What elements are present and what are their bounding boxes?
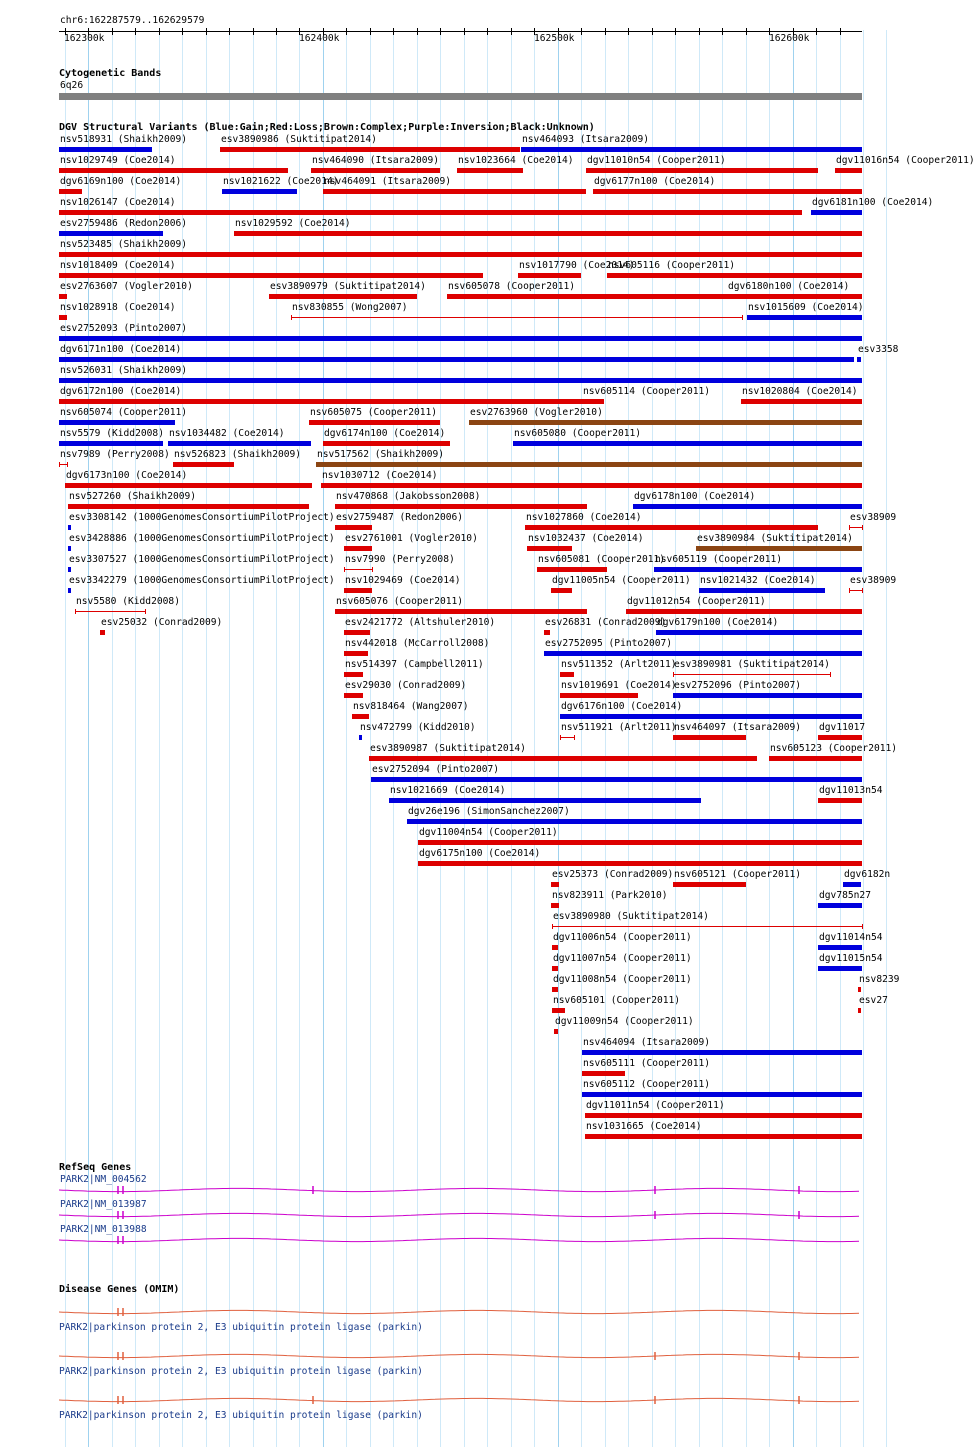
omim-track-title[interactable]: Disease Genes (OMIM) bbox=[59, 1284, 180, 1295]
sv-label[interactable]: esv3307527 (1000GenomesConsortiumPilotProject) bbox=[69, 554, 335, 565]
sv-label[interactable]: dgv6175n100 (Coe2014) bbox=[419, 848, 541, 859]
sv-label[interactable]: nsv605114 (Cooper2011) bbox=[583, 386, 711, 397]
sv-label[interactable]: nsv830855 (Wong2007) bbox=[292, 302, 408, 313]
sv-label[interactable]: dgv11014n54 bbox=[819, 932, 883, 943]
sv-label[interactable]: nsv1017790 (Coe2014) bbox=[519, 260, 635, 271]
sv-label[interactable]: esv29030 (Conrad2009) bbox=[345, 680, 467, 691]
sv-label[interactable]: nsv605121 (Cooper2011) bbox=[674, 869, 802, 880]
sv-label[interactable]: nsv5579 (Kidd2008) bbox=[60, 428, 164, 439]
sv-label[interactable]: nsv1019691 (Coe2014) bbox=[561, 680, 677, 691]
sv-label[interactable]: dgv11009n54 (Cooper2011) bbox=[555, 1016, 694, 1027]
ruler-tick-label: 162300k bbox=[64, 33, 105, 44]
sv-label[interactable]: nsv470868 (Jakobsson2008) bbox=[336, 491, 481, 502]
gene-intron-line bbox=[59, 1354, 859, 1357]
omim-entry-label[interactable]: PARK2|parkinson protein 2, E3 ubiquitin protein ligase (parkin) bbox=[59, 1366, 423, 1377]
sv-label[interactable]: nsv1023664 (Coe2014) bbox=[458, 155, 574, 166]
sv-label[interactable]: nsv1021669 (Coe2014) bbox=[390, 785, 506, 796]
sv-label[interactable]: nsv517562 (Shaikh2009) bbox=[317, 449, 445, 460]
sv-label[interactable]: esv2763960 (Vogler2010) bbox=[470, 407, 603, 418]
sv-label[interactable]: nsv605078 (Cooper2011) bbox=[448, 281, 576, 292]
sv-label[interactable]: dgv6174n100 (Coe2014) bbox=[324, 428, 446, 439]
refseq-transcript-label[interactable]: PARK2|NM_004562 bbox=[60, 1174, 147, 1185]
sv-label[interactable]: dgv11015n54 bbox=[819, 953, 883, 964]
ruler-tick-label: 162600k bbox=[769, 33, 810, 44]
sv-label[interactable]: nsv1030712 (Coe2014) bbox=[322, 470, 438, 481]
sv-label[interactable]: nsv464094 (Itsara2009) bbox=[583, 1037, 711, 1048]
sv-label[interactable]: esv2752095 (Pinto2007) bbox=[545, 638, 673, 649]
sv-label[interactable]: dgv6181n100 (Coe2014) bbox=[812, 197, 934, 208]
sv-label[interactable]: nsv464097 (Itsara2009) bbox=[674, 722, 802, 733]
sv-label[interactable]: esv3890984 (Suktitipat2014) bbox=[697, 533, 853, 544]
sv-label[interactable]: esv2763607 (Vogler2010) bbox=[60, 281, 193, 292]
sv-label[interactable]: dgv11011n54 (Cooper2011) bbox=[586, 1100, 725, 1111]
sv-label[interactable]: esv38909 bbox=[850, 512, 897, 523]
sv-label[interactable]: dgv11007n54 (Cooper2011) bbox=[553, 953, 692, 964]
sv-label[interactable]: dgv6182n bbox=[844, 869, 891, 880]
sv-label[interactable]: nsv1029749 (Coe2014) bbox=[60, 155, 176, 166]
sv-label[interactable]: dgv11013n54 bbox=[819, 785, 883, 796]
sv-label[interactable]: nsv1026147 (Coe2014) bbox=[60, 197, 176, 208]
sv-label[interactable]: dgv6173n100 (Coe2014) bbox=[66, 470, 188, 481]
sv-label[interactable]: nsv823911 (Park2010) bbox=[552, 890, 668, 901]
sv-label[interactable]: esv3890979 (Suktitipat2014) bbox=[270, 281, 426, 292]
sv-label[interactable]: nsv605081 (Cooper2011) bbox=[538, 554, 666, 565]
sv-label[interactable]: dgv6180n100 (Coe2014) bbox=[728, 281, 850, 292]
sv-label[interactable]: nsv605116 (Cooper2011) bbox=[608, 260, 736, 271]
sv-label[interactable]: dgv11008n54 (Cooper2011) bbox=[553, 974, 692, 985]
sv-label[interactable]: esv2761001 (Vogler2010) bbox=[345, 533, 478, 544]
sv-label[interactable]: nsv605119 (Cooper2011) bbox=[655, 554, 783, 565]
sv-label[interactable]: esv26831 (Conrad2009) bbox=[545, 617, 667, 628]
sv-label[interactable]: dgv6172n100 (Coe2014) bbox=[60, 386, 182, 397]
sv-label[interactable]: nsv514397 (Campbell2011) bbox=[345, 659, 484, 670]
sv-label[interactable]: nsv1029469 (Coe2014) bbox=[345, 575, 461, 586]
sv-label[interactable]: nsv442018 (McCarroll2008) bbox=[345, 638, 490, 649]
sv-label[interactable]: nsv605076 (Cooper2011) bbox=[336, 596, 464, 607]
sv-label[interactable]: nsv523485 (Shaikh2009) bbox=[60, 239, 188, 250]
sv-label[interactable]: nsv518931 (Shaikh2009) bbox=[60, 134, 188, 145]
sv-label[interactable]: dgv11004n54 (Cooper2011) bbox=[419, 827, 558, 838]
sv-label[interactable]: dgv6179n100 (Coe2014) bbox=[657, 617, 779, 628]
sv-label[interactable]: esv3342279 (1000GenomesConsortiumPilotProject) bbox=[69, 575, 335, 586]
cytoband-label: 6q26 bbox=[60, 80, 84, 91]
sv-label[interactable]: nsv526031 (Shaikh2009) bbox=[60, 365, 188, 376]
sv-label[interactable]: esv3428886 (1000GenomesConsortiumPilotProject) bbox=[69, 533, 335, 544]
sv-label[interactable]: nsv7990 (Perry2008) bbox=[345, 554, 455, 565]
sv-label[interactable]: nsv1021622 (Coe2014) bbox=[223, 176, 339, 187]
sv-label[interactable]: esv25032 (Conrad2009) bbox=[101, 617, 223, 628]
sv-label[interactable]: nsv527260 (Shaikh2009) bbox=[69, 491, 197, 502]
sv-label[interactable]: dgv785n27 bbox=[819, 890, 871, 901]
sv-label[interactable]: esv3308142 (1000GenomesConsortiumPilotProject) bbox=[69, 512, 335, 523]
sv-label[interactable]: esv2752096 (Pinto2007) bbox=[674, 680, 802, 691]
sv-label[interactable]: nsv464093 (Itsara2009) bbox=[522, 134, 650, 145]
sv-label[interactable]: nsv464091 (Itsara2009) bbox=[324, 176, 452, 187]
sv-label[interactable]: nsv511921 (Arlt2011) bbox=[561, 722, 677, 733]
gene-intron-line bbox=[59, 1310, 859, 1313]
sv-label[interactable]: nsv1027860 (Coe2014) bbox=[526, 512, 642, 523]
omim-entry-label[interactable]: PARK2|parkinson protein 2, E3 ubiquitin protein ligase (parkin) bbox=[59, 1322, 423, 1333]
sv-label[interactable]: nsv605074 (Cooper2011) bbox=[60, 407, 188, 418]
sv-label[interactable]: dgv11017 bbox=[819, 722, 866, 733]
sv-label[interactable]: nsv526823 (Shaikh2009) bbox=[174, 449, 302, 460]
sv-label[interactable]: dgv11016n54 (Cooper2011) bbox=[836, 155, 975, 166]
sv-label[interactable]: nsv1020804 (Coe2014) bbox=[742, 386, 858, 397]
sv-label[interactable]: dgv6169n100 (Coe2014) bbox=[60, 176, 182, 187]
sv-label[interactable]: esv3890987 (Suktitipat2014) bbox=[370, 743, 526, 754]
sv-label[interactable]: nsv1021432 (Coe2014) bbox=[700, 575, 816, 586]
sv-label[interactable]: nsv1029592 (Coe2014) bbox=[235, 218, 351, 229]
dgv-track-title[interactable]: DGV Structural Variants (Blue:Gain;Red:Loss;Brown:Complex;Purple:Inversion;Black:Unknown) bbox=[59, 122, 595, 133]
sv-label[interactable]: nsv1015609 (Coe2014) bbox=[748, 302, 864, 313]
ruler-tick-label: 162400k bbox=[299, 33, 340, 44]
sv-label[interactable]: nsv472799 (Kidd2010) bbox=[360, 722, 476, 733]
sv-label[interactable]: nsv605080 (Cooper2011) bbox=[514, 428, 642, 439]
sv-label[interactable]: esv2752093 (Pinto2007) bbox=[60, 323, 188, 334]
sv-label[interactable]: nsv605075 (Cooper2011) bbox=[310, 407, 438, 418]
sv-label[interactable]: dgv11005n54 (Cooper2011) bbox=[552, 575, 691, 586]
sv-label[interactable]: dgv26e196 (SimonSanchez2007) bbox=[408, 806, 570, 817]
sv-label[interactable]: esv27 bbox=[859, 995, 888, 1006]
sv-label[interactable]: dgv6178n100 (Coe2014) bbox=[634, 491, 756, 502]
cytoband-track-title[interactable]: Cytogenetic Bands bbox=[59, 68, 162, 79]
refseq-transcript-label[interactable]: PARK2|NM_013988 bbox=[60, 1224, 147, 1235]
refseq-transcript-label[interactable]: PARK2|NM_013987 bbox=[60, 1199, 147, 1210]
sv-label[interactable]: nsv1031665 (Coe2014) bbox=[586, 1121, 702, 1132]
sv-label[interactable]: nsv1028918 (Coe2014) bbox=[60, 302, 176, 313]
gene-intron-line bbox=[59, 1398, 859, 1401]
sv-label[interactable]: esv2421772 (Altshuler2010) bbox=[345, 617, 496, 628]
sv-label[interactable]: esv2759486 (Redon2006) bbox=[60, 218, 188, 229]
sv-label[interactable]: dgv11010n54 (Cooper2011) bbox=[587, 155, 726, 166]
sv-label[interactable]: dgv11012n54 (Cooper2011) bbox=[627, 596, 766, 607]
sv-label[interactable]: esv3890980 (Suktitipat2014) bbox=[553, 911, 709, 922]
refseq-track-title[interactable]: RefSeq Genes bbox=[59, 1162, 132, 1173]
sv-label[interactable]: nsv818464 (Wang2007) bbox=[353, 701, 469, 712]
sv-label[interactable]: nsv5580 (Kidd2008) bbox=[76, 596, 180, 607]
sv-label[interactable]: esv38909 bbox=[850, 575, 897, 586]
ruler-tick-label: 162500k bbox=[534, 33, 575, 44]
sv-label[interactable]: esv25373 (Conrad2009) bbox=[552, 869, 674, 880]
sv-label[interactable]: nsv1018409 (Coe2014) bbox=[60, 260, 176, 271]
sv-label[interactable]: nsv605123 (Cooper2011) bbox=[770, 743, 898, 754]
sv-label[interactable]: esv2759487 (Redon2006) bbox=[336, 512, 464, 523]
sv-label[interactable]: dgv11006n54 (Cooper2011) bbox=[553, 932, 692, 943]
sv-label[interactable]: nsv605112 (Cooper2011) bbox=[583, 1079, 711, 1090]
sv-label[interactable]: esv2752094 (Pinto2007) bbox=[372, 764, 500, 775]
sv-label[interactable]: dgv6177n100 (Coe2014) bbox=[594, 176, 716, 187]
sv-label[interactable]: esv3890981 (Suktitipat2014) bbox=[674, 659, 830, 670]
sv-label[interactable]: nsv605111 (Cooper2011) bbox=[583, 1058, 711, 1069]
coordinate-readout: chr6:162287579..162629579 bbox=[60, 15, 205, 26]
omim-entry-label[interactable]: PARK2|parkinson protein 2, E3 ubiquitin protein ligase (parkin) bbox=[59, 1410, 423, 1421]
sv-label[interactable]: nsv605101 (Cooper2011) bbox=[553, 995, 681, 1006]
sv-label[interactable]: esv3358 bbox=[858, 344, 899, 355]
sv-label[interactable]: dgv6171n100 (Coe2014) bbox=[60, 344, 182, 355]
sv-label[interactable]: nsv464090 (Itsara2009) bbox=[312, 155, 440, 166]
sv-label[interactable]: dgv6176n100 (Coe2014) bbox=[561, 701, 683, 712]
sv-label[interactable]: nsv1034482 (Coe2014) bbox=[169, 428, 285, 439]
sv-label[interactable]: esv3890986 (Suktitipat2014) bbox=[221, 134, 377, 145]
sv-label[interactable]: nsv511352 (Arlt2011) bbox=[561, 659, 677, 670]
sv-label[interactable]: nsv7989 (Perry2008) bbox=[60, 449, 170, 460]
sv-label[interactable]: nsv8239 bbox=[859, 974, 900, 985]
sv-label[interactable]: nsv1032437 (Coe2014) bbox=[528, 533, 644, 544]
